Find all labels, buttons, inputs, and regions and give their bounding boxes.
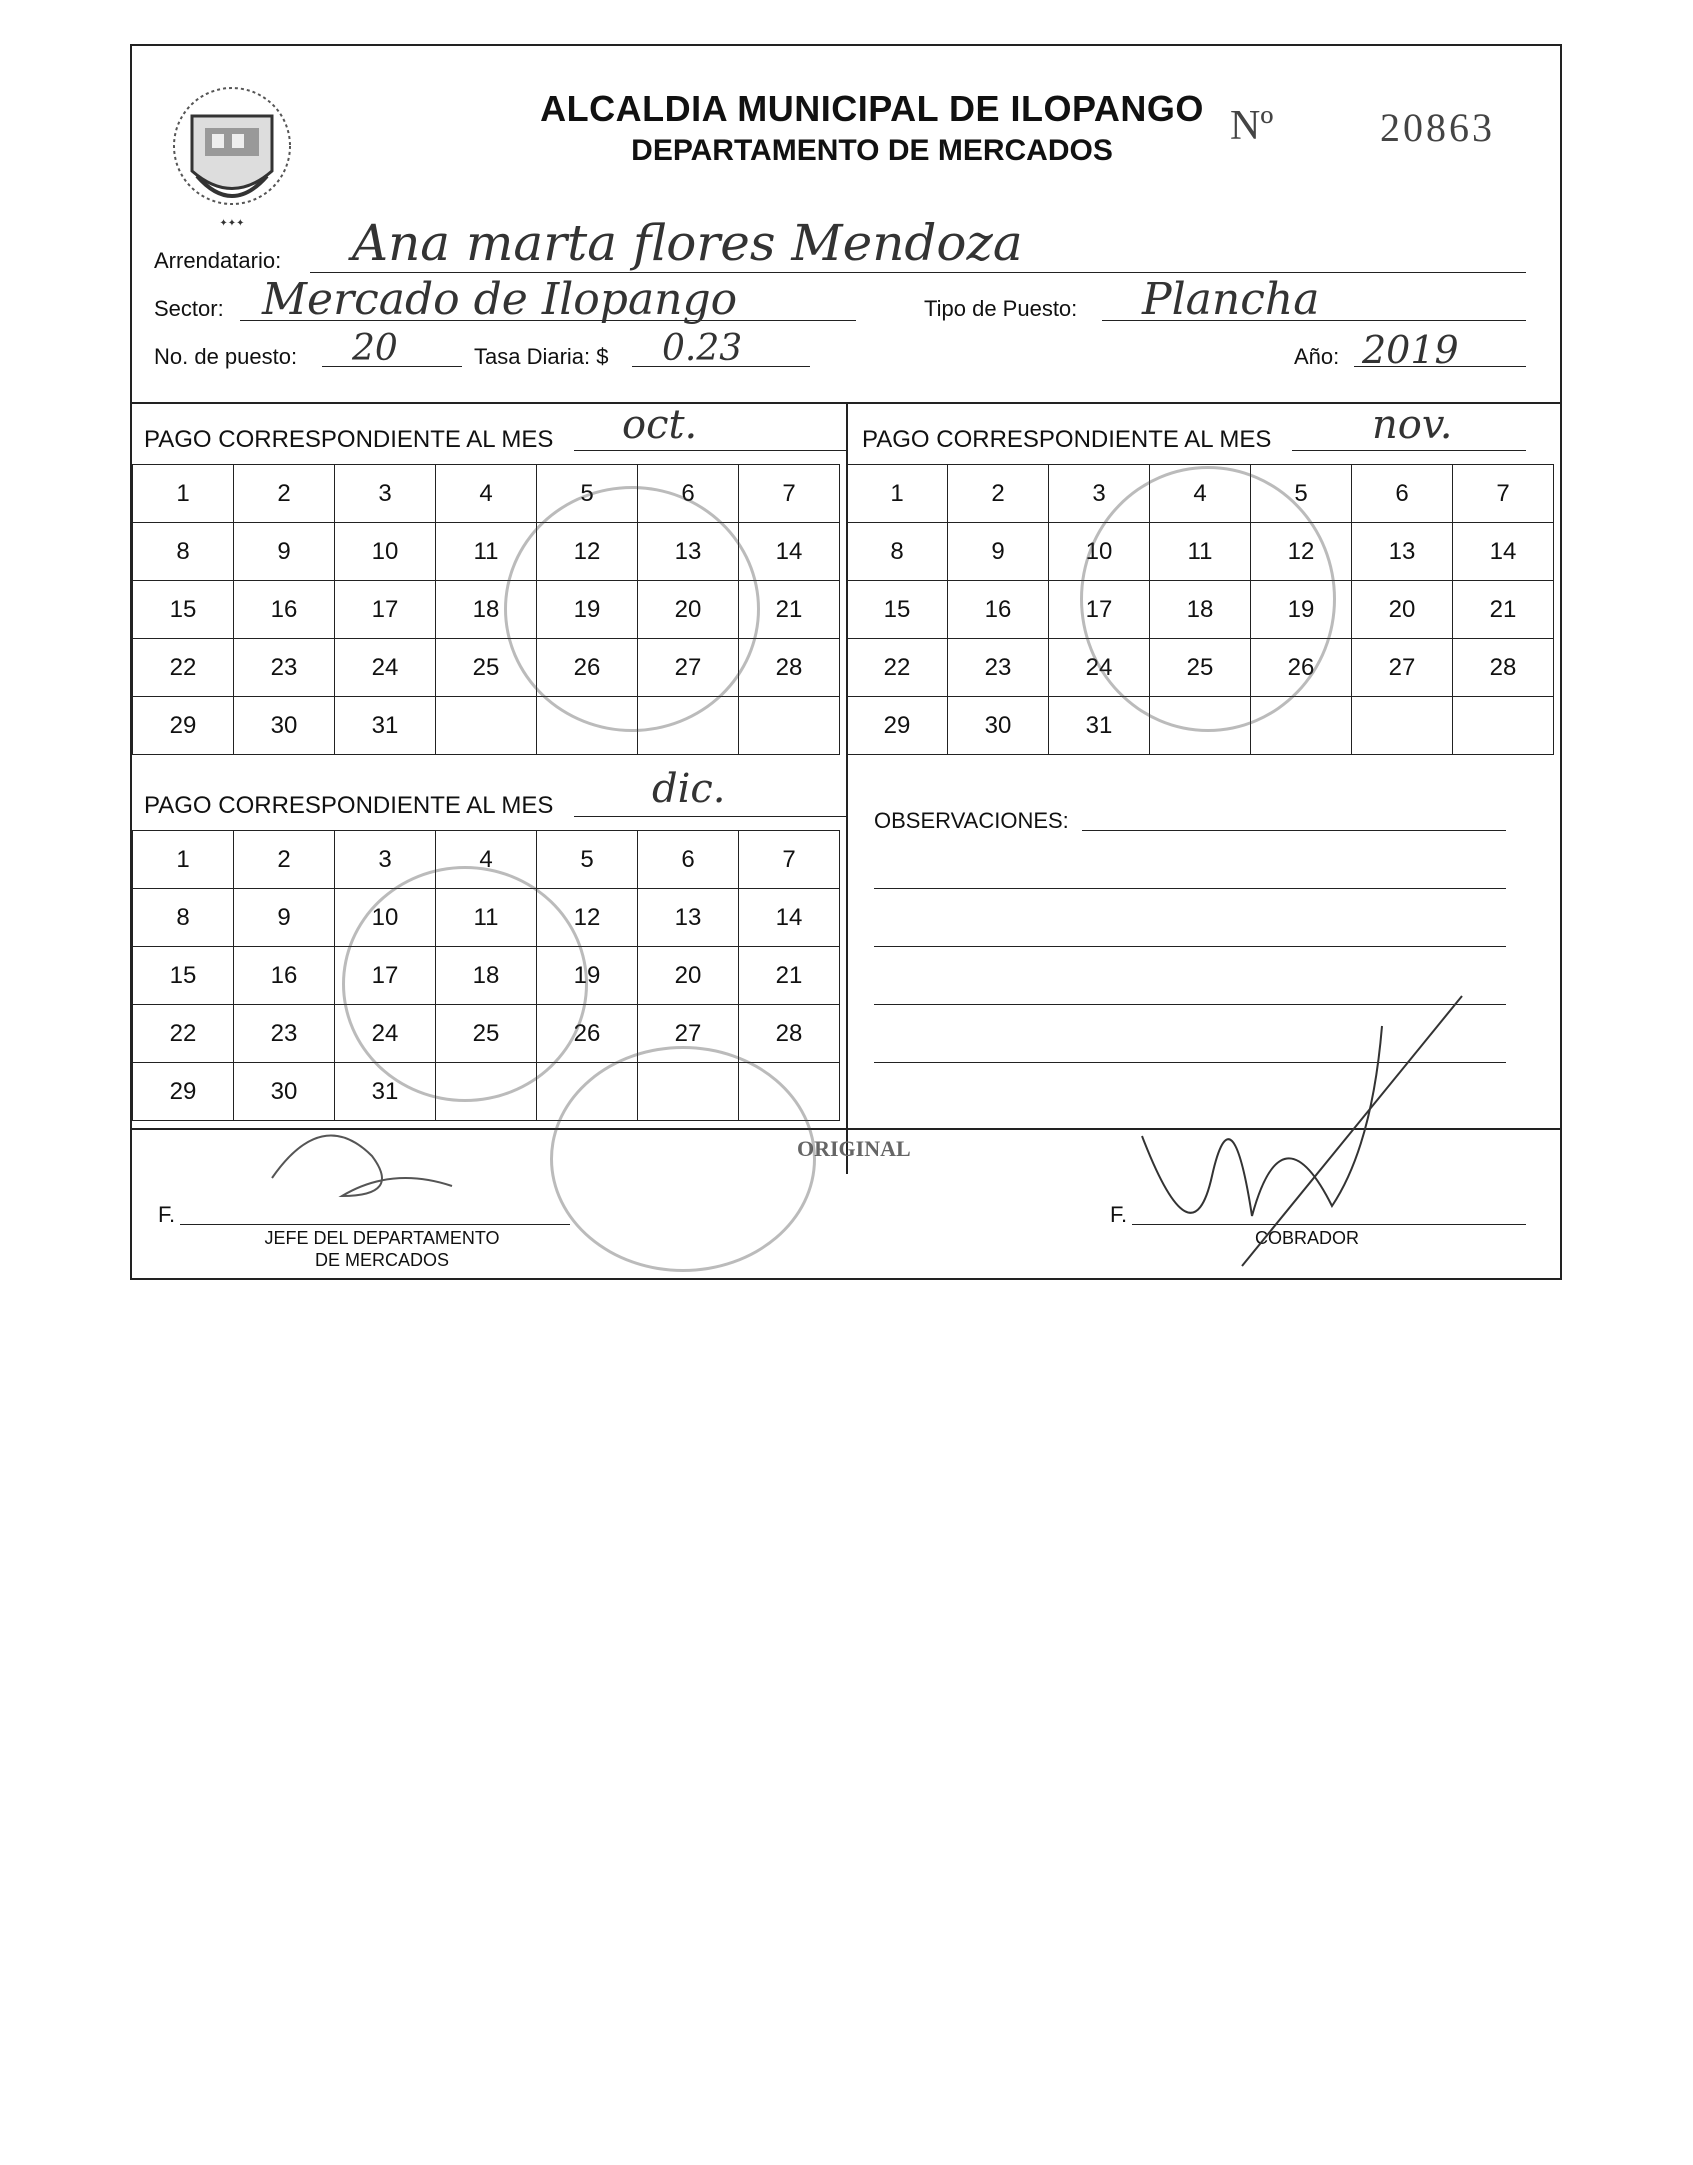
anio-label: Año: xyxy=(1294,344,1340,369)
observaciones-label: OBSERVACIONES: xyxy=(874,808,1069,833)
svg-text:✦✦✦: ✦✦✦ xyxy=(219,218,245,229)
day-cell: 13 xyxy=(1352,523,1453,581)
day-cell: 12 xyxy=(537,889,638,947)
sector-label: Sector: xyxy=(154,296,224,321)
day-cell: 10 xyxy=(1049,523,1150,581)
day-cell: 1 xyxy=(847,465,948,523)
divider-vertical-bottom xyxy=(846,766,848,1174)
sig-right-line xyxy=(1132,1224,1526,1225)
arrendatario-line xyxy=(310,272,1526,273)
day-cell: 31 xyxy=(1049,697,1150,755)
day-cell: 2 xyxy=(948,465,1049,523)
day-cell: 23 xyxy=(234,1005,335,1063)
obs-line-3 xyxy=(874,946,1506,947)
obs-line-1 xyxy=(1082,830,1506,831)
tasa-value: 0.23 xyxy=(662,328,743,369)
day-cell: 13 xyxy=(638,523,739,581)
month-1-name: oct. xyxy=(622,402,698,448)
day-cell: 14 xyxy=(739,889,840,947)
day-cell: 14 xyxy=(739,523,840,581)
day-cell: 20 xyxy=(638,947,739,1005)
obs-line-2 xyxy=(874,888,1506,889)
day-cell: 1 xyxy=(133,465,234,523)
municipal-stamp xyxy=(550,1046,816,1272)
month-3-name: dic. xyxy=(652,766,726,812)
month-1-line xyxy=(574,450,848,451)
day-cell: 30 xyxy=(234,1063,335,1121)
page-subtitle: DEPARTAMENTO DE MERCADOS xyxy=(631,134,1113,167)
day-cell: 17 xyxy=(1049,581,1150,639)
sig-left-prefix: F. xyxy=(158,1202,176,1227)
days-row xyxy=(133,465,840,523)
obs-line-5 xyxy=(874,1062,1506,1063)
day-cell: 11 xyxy=(436,523,537,581)
day-cell: 2 xyxy=(234,831,335,889)
day-cell: 27 xyxy=(638,1005,739,1063)
day-cell: 23 xyxy=(948,639,1049,697)
day-cell: 16 xyxy=(234,947,335,1005)
day-cell: 17 xyxy=(335,947,436,1005)
day-cell: 18 xyxy=(436,947,537,1005)
divider-bottom xyxy=(132,1128,1560,1130)
day-cell: 6 xyxy=(1352,465,1453,523)
day-cell: 29 xyxy=(847,697,948,755)
day-cell: 15 xyxy=(847,581,948,639)
market-payment-card xyxy=(130,44,1562,1280)
receipt-number: 20863 xyxy=(1380,105,1495,150)
receipt-number-label: Nº xyxy=(1230,103,1274,149)
sig-right-label: COBRADOR xyxy=(1254,1228,1359,1248)
signature-stroke xyxy=(1242,996,1462,1266)
day-cell: 3 xyxy=(335,465,436,523)
day-cell: 21 xyxy=(739,581,840,639)
day-cell: 6 xyxy=(638,465,739,523)
day-cell: 4 xyxy=(1150,465,1251,523)
day-cell: 30 xyxy=(948,697,1049,755)
day-cell: 23 xyxy=(234,639,335,697)
day-cell: 18 xyxy=(436,581,537,639)
day-cell: 5 xyxy=(537,465,638,523)
days-row xyxy=(133,697,840,755)
day-cell: 31 xyxy=(335,697,436,755)
day-cell: 29 xyxy=(133,697,234,755)
day-cell: 7 xyxy=(739,831,840,889)
day-cell: 18 xyxy=(1150,581,1251,639)
day-cell: 12 xyxy=(1251,523,1352,581)
day-cell: 27 xyxy=(638,639,739,697)
tipo-label: Tipo de Puesto: xyxy=(924,296,1078,321)
day-cell: 20 xyxy=(1352,581,1453,639)
sig-left-label-1: JEFE DEL DEPARTAMENTO xyxy=(264,1228,500,1248)
month-3-label: PAGO CORRESPONDIENTE AL MES xyxy=(144,792,554,819)
tipo-value: Plancha xyxy=(1142,274,1320,325)
municipal-seal xyxy=(167,76,297,236)
month-2-label: PAGO CORRESPONDIENTE AL MES xyxy=(862,426,1272,453)
signature-jefe xyxy=(272,1136,452,1196)
day-cell: 21 xyxy=(739,947,840,1005)
day-cell: 25 xyxy=(1150,639,1251,697)
signature-cobrador xyxy=(1142,1026,1382,1216)
cancel-stamp-nov xyxy=(1080,466,1336,732)
day-cell: 22 xyxy=(133,639,234,697)
sig-right-prefix: F. xyxy=(1110,1202,1128,1227)
obs-line-4 xyxy=(874,1004,1506,1005)
day-cell: 8 xyxy=(133,523,234,581)
day-cell: 16 xyxy=(948,581,1049,639)
puesto-value: 20 xyxy=(352,328,398,369)
day-cell: 27 xyxy=(1352,639,1453,697)
arrendatario-value: Ana marta flores Mendoza xyxy=(352,214,1023,272)
day-cell: 22 xyxy=(133,1005,234,1063)
day-cell: 24 xyxy=(1049,639,1150,697)
cancel-stamp-oct xyxy=(504,486,760,732)
day-cell: 24 xyxy=(335,639,436,697)
day-cell: 30 xyxy=(234,697,335,755)
day-cell: 3 xyxy=(335,831,436,889)
day-cell: 20 xyxy=(638,581,739,639)
day-cell: 17 xyxy=(335,581,436,639)
day-cell: 9 xyxy=(234,889,335,947)
sig-left-line xyxy=(180,1224,570,1225)
arrendatario-label: Arrendatario: xyxy=(154,248,282,273)
coat-of-arms-icon xyxy=(167,76,297,236)
anio-value: 2019 xyxy=(1362,328,1459,372)
day-cell: 16 xyxy=(234,581,335,639)
day-cell: 31 xyxy=(335,1063,436,1121)
day-cell: 4 xyxy=(436,465,537,523)
day-cell: 15 xyxy=(133,947,234,1005)
day-cell: 25 xyxy=(436,1005,537,1063)
day-cell: 21 xyxy=(1453,581,1554,639)
day-cell: 13 xyxy=(638,889,739,947)
day-cell: 25 xyxy=(436,639,537,697)
month-2-line xyxy=(1292,450,1526,451)
day-cell: 11 xyxy=(1150,523,1251,581)
day-cell: 11 xyxy=(436,889,537,947)
day-cell xyxy=(739,697,840,755)
day-cell: 28 xyxy=(739,1005,840,1063)
day-cell: 6 xyxy=(638,831,739,889)
day-cell: 26 xyxy=(1251,639,1352,697)
day-cell: 10 xyxy=(335,889,436,947)
day-cell: 2 xyxy=(234,465,335,523)
day-cell: 9 xyxy=(948,523,1049,581)
day-cell: 7 xyxy=(1453,465,1554,523)
day-cell: 12 xyxy=(537,523,638,581)
month-3-line xyxy=(574,816,848,817)
day-cell: 29 xyxy=(133,1063,234,1121)
day-cell: 5 xyxy=(1251,465,1352,523)
day-cell: 10 xyxy=(335,523,436,581)
day-cell: 28 xyxy=(1453,639,1554,697)
day-cell xyxy=(1453,697,1554,755)
day-cell: 28 xyxy=(739,639,840,697)
month-2-name: nov. xyxy=(1372,402,1453,448)
cancel-stamp-dic xyxy=(342,866,588,1102)
day-cell: 8 xyxy=(133,889,234,947)
day-cell: 5 xyxy=(537,831,638,889)
day-cell: 3 xyxy=(1049,465,1150,523)
month-1-label: PAGO CORRESPONDIENTE AL MES xyxy=(144,426,554,453)
day-cell: 8 xyxy=(847,523,948,581)
copy-label: ORIGINAL xyxy=(797,1136,911,1161)
day-cell: 7 xyxy=(739,465,840,523)
day-cell: 19 xyxy=(1251,581,1352,639)
sector-value: Mercado de Ilopango xyxy=(262,274,738,325)
day-cell: 26 xyxy=(537,639,638,697)
day-cell xyxy=(1352,697,1453,755)
day-cell: 22 xyxy=(847,639,948,697)
day-cell: 19 xyxy=(537,947,638,1005)
day-cell: 15 xyxy=(133,581,234,639)
day-cell xyxy=(436,697,537,755)
sig-left-label-2: DE MERCADOS xyxy=(314,1250,449,1270)
day-cell: 14 xyxy=(1453,523,1554,581)
puesto-label: No. de puesto: xyxy=(154,344,298,369)
day-cell: 4 xyxy=(436,831,537,889)
page-title: ALCALDIA MUNICIPAL DE ILOPANGO xyxy=(540,88,1204,129)
day-cell: 26 xyxy=(537,1005,638,1063)
day-cell: 9 xyxy=(234,523,335,581)
tasa-label: Tasa Diaria: $ xyxy=(474,344,609,369)
day-cell: 19 xyxy=(537,581,638,639)
day-cell: 24 xyxy=(335,1005,436,1063)
day-cell: 1 xyxy=(133,831,234,889)
